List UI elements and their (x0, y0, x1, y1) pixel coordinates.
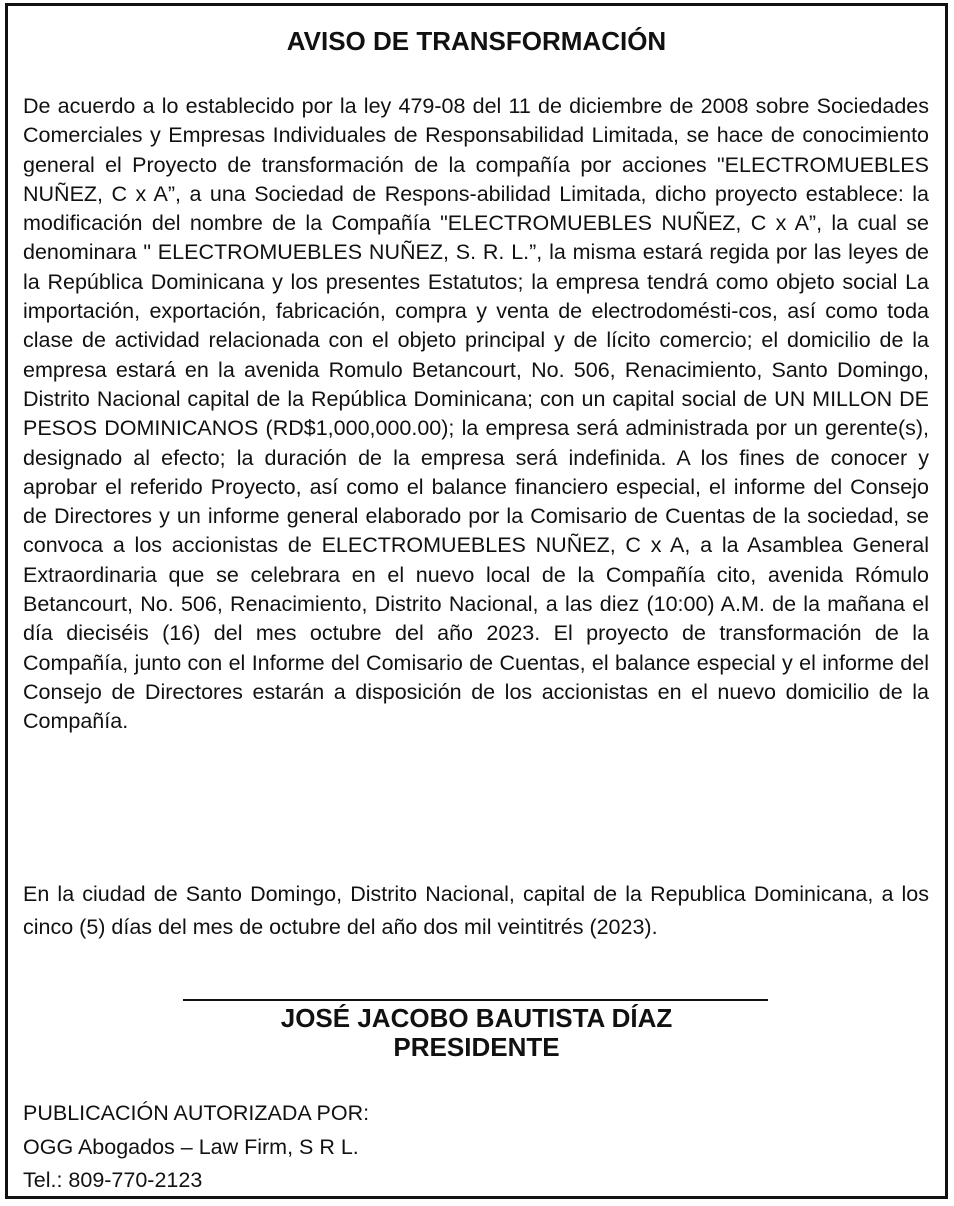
publication-authorized-label: PUBLICACIÓN AUTORIZADA POR: (23, 1101, 370, 1125)
signatory-name: JOSÉ JACOBO BAUTISTA DÍAZ (280, 1003, 673, 1033)
signature-line (183, 999, 768, 1001)
notice-date-paragraph: En la ciudad de Santo Domingo, Distrito Nacional, capital de la Republica Dominicana, a los cinco (5) días del mes de octubre del año dos mil veintitrés (2023). (23, 882, 929, 939)
legal-notice (5, 3, 948, 1199)
notice-title: AVISO DE TRANSFORMACIÓN (286, 26, 667, 56)
publication-law-firm: OGG Abogados – Law Firm, S R L. (23, 1135, 359, 1159)
signatory-role: PRESIDENTE (393, 1032, 560, 1062)
publication-phone: Tel.: 809-770-2123 (23, 1168, 203, 1192)
notice-body-paragraph: De acuerdo a lo establecido por la ley 479-08 del 11 de diciembre de 2008 sobre Sociedades Comerciales y Empresas Individuales de Responsabilidad Limitada, se hace de conocimiento general el Proyecto de transformación de la compañía por acciones "ELECTROMUEBLES NUÑEZ, C x A”, a una Sociedad de Respons-abilidad Limitada, dicho proyecto establece: la modificación del nombre de la Compañía "ELECTROMUEBLES NUÑEZ, C x A”, la cual se denominara " ELECTROMUEBLES NUÑEZ, S. R. L.”, la misma estará regida por las leyes de la República Dominicana y los presentes Estatutos; la empresa tendrá como objeto social La importación, exportación, fabricación, compra y venta de electrodomésti-cos, así como toda clase de actividad relacionada con el objeto principal y de lícito comercio; el domicilio de la empresa estará en la avenida Romulo Betancourt, No. 506, Renacimiento, Santo Domingo, Distrito Nacional capital de la República Dominicana; con un capital social de UN MILLON DE PESOS DOMINICANOS (RD$1,000,000.00); la empresa será administrada por un gerente(s), designado al efecto; la duración de la empresa será indefinida. A los fines de conocer y aprobar el referido Proyecto, así como el balance financiero especial, el informe del Consejo de Directores y un informe general elaborado por la Comisario de Cuentas de la sociedad, se convoca a los accionistas de ELECTROMUEBLES NUÑEZ, C x A, a la Asamblea General Extraordinaria que se celebrara en el nuevo local de la Compañía cito, avenida Rómulo Betancourt, No. 506, Renacimiento, Distrito Nacional, a las diez (10:00) A.M. de la mañana el día dieciséis (16) del mes octubre del año 2023. El proyecto de transformación de la Compañía, junto con el Informe del Comisario de Cuentas, el balance especial y el informe del Consejo de Directores estarán a disposición de los accionistas en el nuevo domicilio de la Compañía. (23, 94, 929, 734)
